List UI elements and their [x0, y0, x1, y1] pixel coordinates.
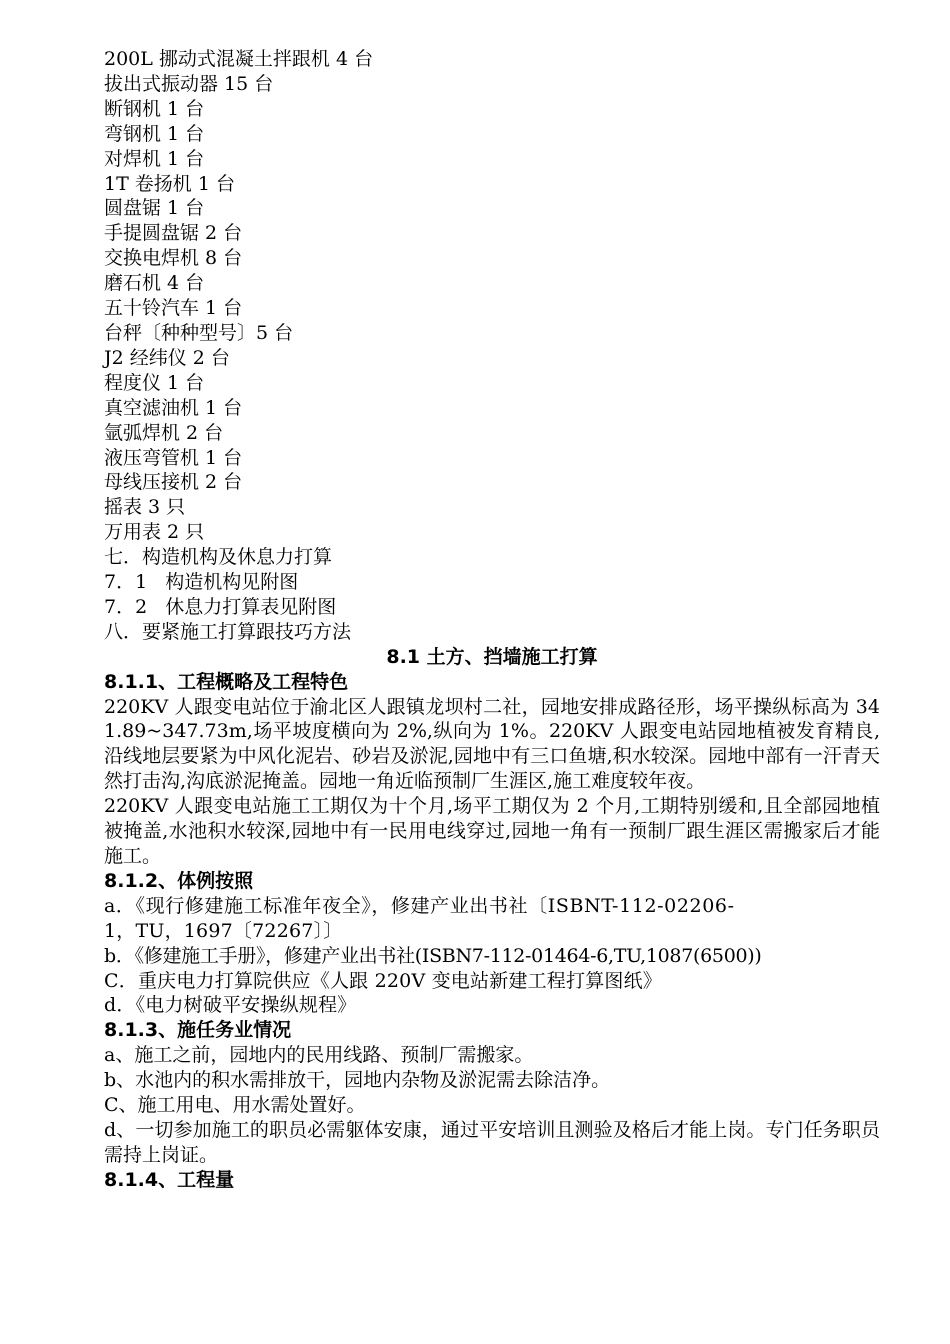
- equipment-item: 拔出式振动器 15 台: [104, 72, 274, 95]
- equipment-item: 氩弧焊机 2 台: [104, 421, 224, 444]
- equipment-item: 液压弯管机 1 台: [104, 446, 243, 469]
- equipment-item: 台秤〔种种型号〕5 台: [104, 321, 294, 344]
- reference-a-line1: a．《现行修建施工标准年夜全》，修建产业出书社〔ISBNT-112-02206-: [104, 894, 735, 917]
- equipment-item: 断钢机 1 台: [104, 97, 205, 120]
- document-page: [104, 47, 880, 1193]
- section-7-heading: 七．构造机构及休息力打算: [104, 546, 333, 569]
- equipment-item: 程度仪 1 台: [104, 371, 205, 394]
- equipment-item: 对焊机 1 台: [104, 147, 205, 170]
- section-8-heading: 八．要紧施工打算跟技巧方法: [104, 620, 352, 643]
- equipment-item: 摇表 3 只: [104, 496, 186, 519]
- equipment-item: 母线压接机 2 台: [104, 471, 243, 494]
- reference-b: b．《修建施工手册》，修建产业出书社(ISBN7-112-01464-6,TU,1087(6500)): [104, 944, 762, 967]
- section-8-1-heading: 8.1 土方、挡墙施工打算: [386, 645, 598, 668]
- equipment-item: 五十铃汽车 1 台: [104, 297, 243, 320]
- equipment-item: 1T 卷扬机 1 台: [104, 172, 235, 195]
- reference-d: d．《电力树破平安操纵规程》: [104, 994, 357, 1017]
- equipment-item: 弯钢机 1 台: [104, 122, 205, 145]
- equipment-list: [104, 47, 880, 545]
- condition-a: a、施工之前，园地内的民用线路、预制厂需搬家。: [104, 1044, 534, 1067]
- equipment-item: 交换电焊机 8 台: [104, 247, 243, 270]
- equipment-item: 真空滤油机 1 台: [104, 396, 243, 419]
- condition-b: b、水池内的积水需排放干，园地内杂物及淤泥需去除洁净。: [104, 1069, 611, 1092]
- equipment-item: J2 经纬仪 2 台: [104, 346, 230, 369]
- equipment-item: 万用表 2 只: [104, 521, 205, 544]
- reference-c: C．重庆电力打算院供应《人跟 220V 变电站新建工程打算图纸》: [104, 969, 663, 992]
- equipment-item: 200L 挪动式混凝土拌跟机 4 台: [104, 48, 374, 70]
- equipment-item: 手提圆盘锯 2 台: [104, 222, 243, 245]
- section-8-1-1-heading: 8.1.1、工程概略及工程特色: [104, 670, 349, 693]
- section-8-1-2-heading: 8.1.2、体例按照: [104, 869, 254, 892]
- overview-paragraph: 220KV 人跟变电站位于渝北区人跟镇龙坝村二社，园地安排成路径形，场平操纵标高为 341.89~347.73m,场平坡度横向为 2%,纵向为 1%。220KV 人跟变电站园地植被发育精良,沿线地层要紧为中风化泥岩、砂岩及淤泥,园地中有三口鱼塘,积水较深。园地中部有一汗青天然打击沟,沟底淤泥掩盖。园地一角近临预制厂生涯区,施工难度较年夜。: [104, 695, 880, 793]
- reference-a-line2: 1，TU，1697〔72267〕〕: [104, 919, 343, 942]
- condition-c: C、施工用电、用水需处置好。: [104, 1094, 366, 1117]
- section-8-1-3-heading: 8.1.3、施任务业情况: [104, 1019, 292, 1042]
- schedule-paragraph: 220KV 人跟变电站施工工期仅为十个月,场平工期仅为 2 个月,工期特别缓和,且全部园地植被掩盖,水池积水较深,园地中有一民用电线穿过,园地一角有一预制厂跟生涯区需搬家后才能施工。: [104, 795, 880, 867]
- section-7-2: 7．2 休息力打算表见附图: [104, 595, 337, 618]
- condition-d: d、一切参加施工的职员必需躯体安康，通过平安培训且测验及格后才能上岗。专门任务职员需持上岗证。: [104, 1118, 880, 1166]
- section-8-1-4-heading: 8.1.4、工程量: [104, 1168, 235, 1191]
- section-7-1: 7．1 构造机构见附图: [104, 571, 299, 594]
- equipment-item: 磨石机 4 台: [104, 272, 205, 295]
- equipment-item: 圆盘锯 1 台: [104, 197, 205, 220]
